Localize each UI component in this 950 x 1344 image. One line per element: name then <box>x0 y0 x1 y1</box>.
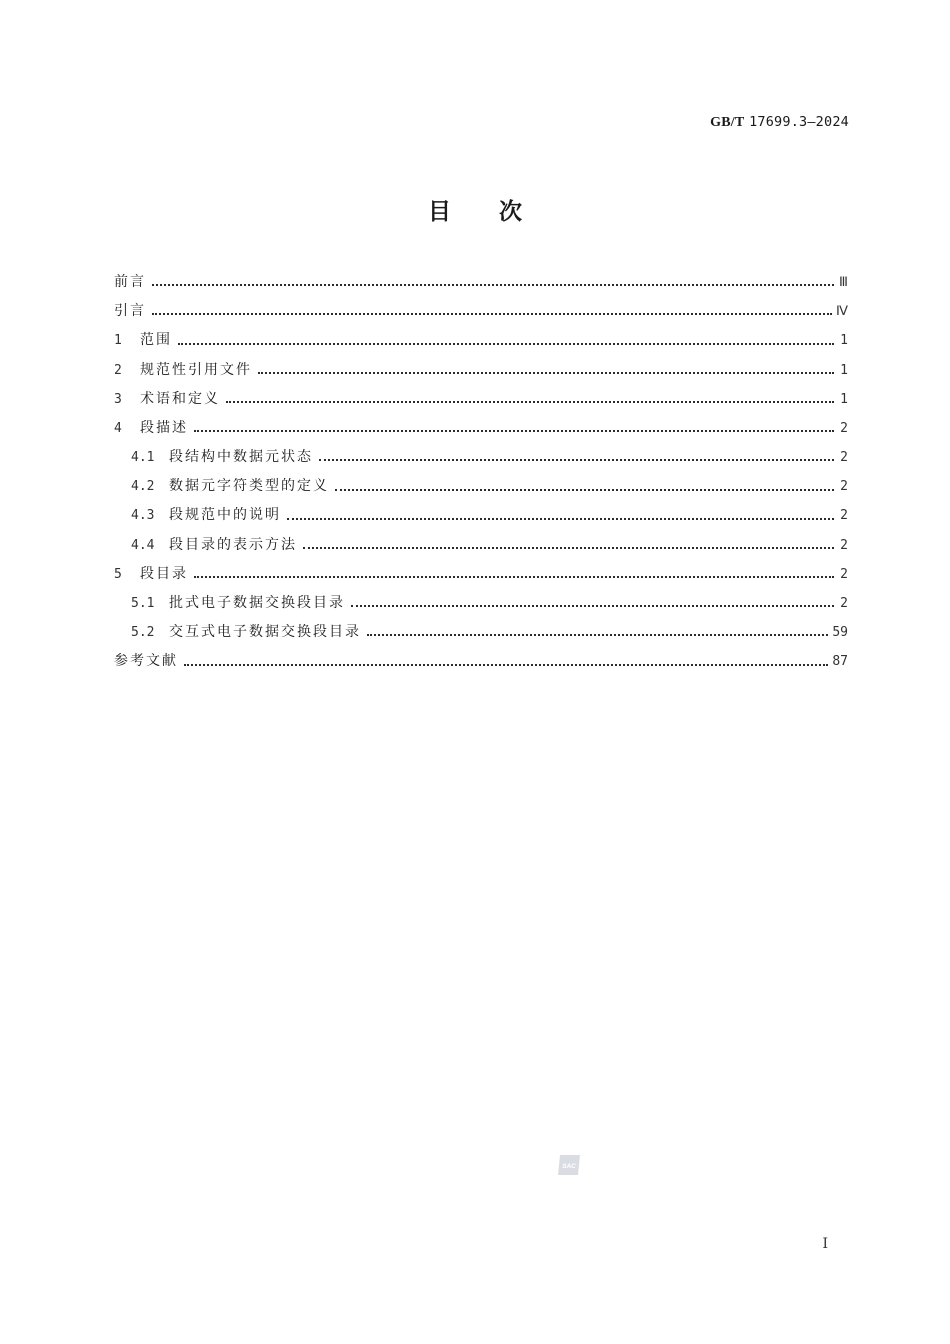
dot-leader <box>152 297 832 326</box>
toc-entry[interactable] <box>114 268 848 297</box>
toc-entry-label: 前言 <box>114 273 146 290</box>
dot-leader <box>152 268 834 297</box>
toc-entry[interactable] <box>114 560 848 589</box>
toc-entry-label: 参考文献 <box>114 653 178 670</box>
dot-leader <box>287 502 834 531</box>
toc-entry-number: 5 <box>114 566 122 582</box>
toc-entry-label: 段目录的表示方法 <box>169 536 297 553</box>
toc-entry-number: 5.1 <box>131 596 155 612</box>
toc-entry-number: 4.1 <box>131 450 155 466</box>
toc-entry[interactable] <box>114 297 848 326</box>
toc-entry-page: 2 <box>840 479 848 495</box>
dot-leader <box>335 472 834 501</box>
sac-logo-icon <box>556 1152 582 1178</box>
table-of-contents <box>114 268 848 677</box>
dot-leader <box>367 618 828 647</box>
toc-entry-page: 1 <box>840 333 848 349</box>
toc-entry-number: 5.2 <box>131 625 155 641</box>
toc-entry[interactable] <box>114 414 848 443</box>
standard-code: 17699.3—2024 <box>749 114 849 130</box>
standard-prefix: GB/T <box>710 115 745 130</box>
toc-entry-number: 4.2 <box>131 479 155 495</box>
toc-entry[interactable] <box>114 472 848 501</box>
toc-entry-number: 2 <box>114 362 122 378</box>
dot-leader <box>226 385 834 414</box>
dot-leader <box>194 414 834 443</box>
toc-entry[interactable] <box>114 647 848 676</box>
toc-entry-number: 4.4 <box>131 537 155 553</box>
toc-entry[interactable] <box>114 356 848 385</box>
toc-entry-page: 2 <box>840 450 848 466</box>
dot-leader <box>351 589 834 618</box>
toc-entry-number: 3 <box>114 391 122 407</box>
toc-entry-page: 2 <box>840 566 848 582</box>
toc-entry-label: 引言 <box>114 303 146 320</box>
dot-leader <box>303 531 834 560</box>
toc-entry-page: 59 <box>832 625 848 641</box>
toc-entry-label: 规范性引用文件 <box>140 361 252 378</box>
dot-leader <box>194 560 834 589</box>
dot-leader <box>319 443 834 472</box>
toc-entry[interactable] <box>114 531 848 560</box>
dot-leader <box>184 647 828 676</box>
toc-entry-page: 1 <box>840 362 848 378</box>
toc-entry-label: 范围 <box>140 332 172 349</box>
toc-entry-label: 段目录 <box>140 565 188 582</box>
toc-entry[interactable] <box>114 618 848 647</box>
toc-entry-label: 术语和定义 <box>140 390 220 407</box>
page-number: Ⅰ <box>822 1237 828 1252</box>
toc-entry-page: 1 <box>840 391 848 407</box>
toc-entry-page: 87 <box>832 654 848 670</box>
dot-leader <box>178 326 834 355</box>
standard-number <box>710 114 849 131</box>
toc-entry-label: 交互式电子数据交换段目录 <box>169 624 361 641</box>
toc-entry[interactable] <box>114 443 848 472</box>
toc-entry-label: 数据元字符类型的定义 <box>169 478 329 495</box>
toc-entry-page: Ⅳ <box>836 304 848 320</box>
toc-entry[interactable] <box>114 326 848 355</box>
toc-entry-number: 4 <box>114 420 122 436</box>
toc-entry[interactable] <box>114 385 848 414</box>
watermark-text: SAC <box>562 1163 576 1170</box>
toc-entry-label: 批式电子数据交换段目录 <box>169 595 345 612</box>
toc-entry-page: 2 <box>840 508 848 524</box>
toc-entry[interactable] <box>114 502 848 531</box>
toc-entry-page: 2 <box>840 596 848 612</box>
toc-entry-page: Ⅲ <box>839 274 848 290</box>
toc-entry-number: 1 <box>114 333 122 349</box>
dot-leader <box>258 356 834 385</box>
toc-entry-label: 段结构中数据元状态 <box>169 449 313 466</box>
toc-entry-label: 段规范中的说明 <box>169 507 281 524</box>
toc-entry-page: 2 <box>840 420 848 436</box>
toc-entry-label: 段描述 <box>140 419 188 436</box>
page-title: 目次 <box>428 199 570 225</box>
toc-entry-page: 2 <box>840 537 848 553</box>
toc-entry[interactable] <box>114 589 848 618</box>
toc-entry-number: 4.3 <box>131 508 155 524</box>
